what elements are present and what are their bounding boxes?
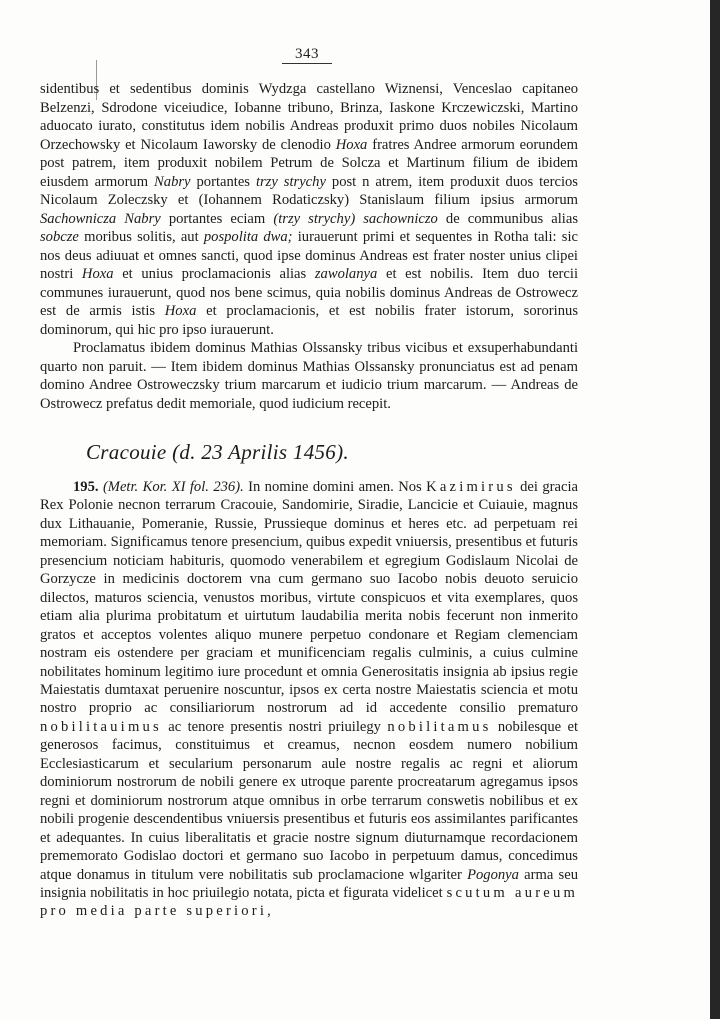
emphasis: Hoxa <box>335 136 368 153</box>
spaced-text: nobilitamus <box>387 718 492 735</box>
section-heading: Cracouie (d. 23 Aprilis 1456). <box>86 440 349 464</box>
source-reference: (Metr. Kor. XI fol. 236). <box>102 479 244 495</box>
text-run: dei gracia Rex Polonie necnon terrarum Cracouie, Sandomirie, Siradie, Lancicie et Cuiauie, magnus dux Lithauanie, Pomeranie, Russie, Prussieque dominus et heres etc. ad perpetuam rei memoriam. Significamus tenore presencium, quibus expedit vniuersis, presentibus et futuris presencium noticiam habituris, quomodo venerabilem et egregium Godislaum Nicolai de Gorzycze in medicinis doctorem vna cum germano suo Iacobo nobis deuoto seruicio dilectos, maturos sciencia, venustos moribus, virtute conspicuos et vita exemplares, quos etiam alia plurima probitatum et uirtutum laudabilia merita nobis fecerunt non inmerito gratos et acceptos volentes aliquo munere perpetuo condonare et Regiam clemenciam nostram eis ostendere per graciam et munificenciam regalis culminis, a cuius culmine nobilitates hominum legitimo iure procedunt et omnia Generositatis insignia ab ipsius regie Maiestatis dumtaxat peruenire noscuntur, ipsos ex certa nostre Maiestatis sciencia et motu nostro proprio ac consiliariorum nostrorum ad id accedente consilio prematuro <box>40 479 578 717</box>
text-run: et proclamacionis, et est nobilis frater istorum, sororinus dominorum, qui hic pro ipso iurauerunt. <box>40 303 578 338</box>
emphasis: zawolanya <box>314 266 378 282</box>
emphasis: Pogonya <box>467 866 519 883</box>
text-run: ac tenore presentis nostri priuilegy <box>161 718 388 735</box>
emphasis: Nabry <box>154 173 191 190</box>
text-run: post n atrem, item produxit duos tercios Nicolaum Zoleczsky et (Iohannem Rodaticzsky) Stanislaum filium ipsius armorum <box>40 173 578 208</box>
emphasis: Hoxa <box>81 266 114 282</box>
document-number: 195. <box>73 479 99 495</box>
paragraph-1 <box>40 80 578 339</box>
text-run: portantes <box>190 173 256 190</box>
text-run: portantes eciam <box>160 210 274 227</box>
text-run: fratres Andree armorum eorundem post patrem, item produxit nobilem Petrum de Solcza et Martinum filium de ibidem eiusdem armorum <box>40 136 578 190</box>
text-block-top <box>40 80 578 413</box>
spaced-text: scutum aureum pro media parte superiori, <box>40 884 578 920</box>
emphasis: sobcze <box>40 229 79 245</box>
emphasis: pospolita dwa; <box>203 229 293 245</box>
scan-edge <box>710 0 720 1019</box>
text-run: nobilesque et generosos facimus, constituimus et creamus, necnon eosdem numero nobilium Ecclesiasticarum et secularium personarum aule nostre regalis ac regni et aliorum dominiorum nostrorum de nobili genere ex utroque parente procreatarum agregamus ipsos regni et dominiorum nostrorum atque omnibus in orbe terrarum conswetis nobilibus et ex nobili progenie descendentibus vniuersis presentibus et futuris eos assimilantes parificantes et adequantes. In cuius liberalitatis et gracie nostre signum diuturnamque recordacionem prememorato Godislao doctori et germano suo Iacobo in perpetuum damus, concedimus atque donamus in titulum vere nobilitatis sub proclamacione wlgariter <box>40 718 578 883</box>
emphasis: trzy strychy <box>255 173 326 190</box>
emphasis: (trzy strychy) sachowniczo <box>273 210 438 227</box>
emphasis: Sachowniczа Nabry <box>40 210 161 227</box>
text-run: iurauerunt primi et sequentes in Rotha tali: sic nos deus adiuuat et omnes sancti, quod ipse dominus Andreas est frater noster unius clipei nostri <box>40 229 578 282</box>
page-number: 343 <box>282 46 332 64</box>
document-195-body <box>40 478 578 921</box>
paragraph-2: Proclamatus ibidem dominus Mathias Olssansky tribus vicibus et exsuperhabundanti quarto non paruit. — Item ibidem dominus Mathias Olssansky pronunciatus est ad penam domino Andree Ostroweczsky trium marcarum et iudicio trium marcarum. — Andreas de Ostrowecz prefatus dedit memoriale, quod iudicium recepit. <box>40 340 578 412</box>
spaced-text: Kazimirus <box>426 479 516 495</box>
text-run: de communibus alias <box>437 210 578 227</box>
text-run: moribus solitis, aut <box>78 229 204 245</box>
spaced-text: nobilitauimus <box>40 718 162 735</box>
text-run: sidentibus et sedentibus dominis Wydzga castellano Wiznensi, Venceslao capitaneo Belzenzi, Sdrodone viceiudice, Iobanne tribuno, Brinza, Iaskone Krczewiczski, Martino aduocato iurato, constitutus idem nobilis Andreas produxit primo duos nobiles Nicolaum Orzechowsky et Nicolaum Iaworsky de clenodio <box>40 81 578 153</box>
text-run: et est nobilis. Item duo tercii communes iurauerunt, quod nos bene scimus, quia nobilis dominus Andreas de Ostrowecz est de armis istis <box>40 266 578 319</box>
text-run: In nomine domini amen. Nos <box>243 479 427 495</box>
emphasis: Hoxa <box>164 303 197 319</box>
text-run: et unius proclamacionis alias <box>113 266 315 282</box>
text-run: arma seu insignia nobilitatis in hoc priuilegio notata, picta et figurata videlicet <box>40 866 578 901</box>
